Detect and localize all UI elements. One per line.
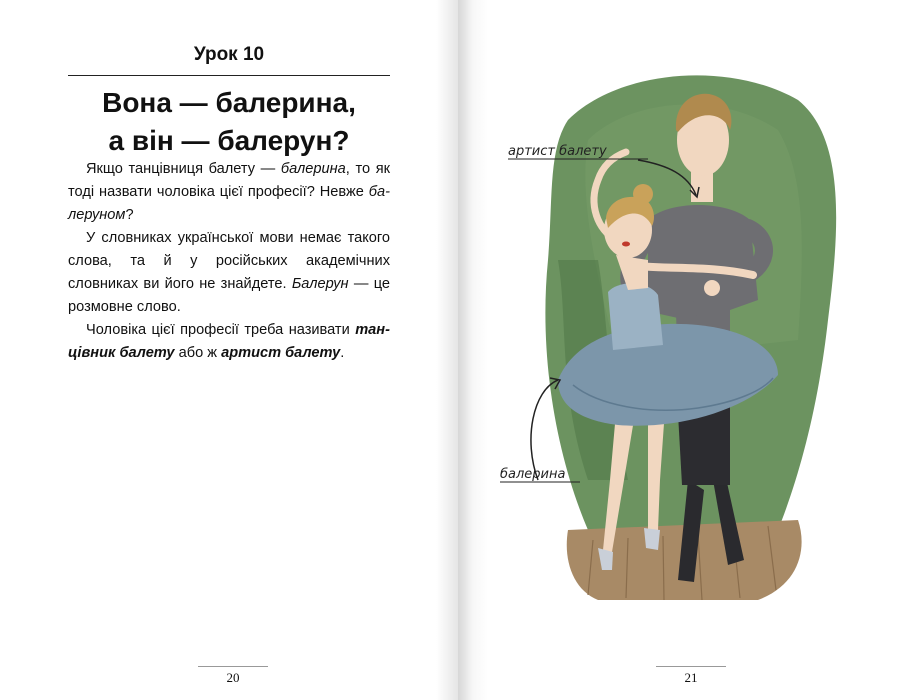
gutter-shadow [436, 0, 458, 700]
text-run: , то як тоді назвати чоловіка цієї професії? Невже [68, 161, 390, 200]
italic-term: балерина [280, 161, 346, 177]
label-ballerina: балерина [500, 467, 566, 482]
ballet-illustration [498, 60, 858, 600]
text-run: — це розмовне слово. [68, 276, 391, 315]
label-artist: артист балету [508, 144, 607, 159]
title-line-1: Вона — балерина, [102, 87, 356, 118]
paragraph-3 [68, 319, 390, 365]
page-title [68, 84, 390, 160]
heading-rule [68, 75, 390, 76]
text-run: . [340, 345, 345, 361]
text-run: Якщо танцівниця балету — [86, 161, 281, 177]
text-run: У словниках української мови немає такого слова, та й у російських академічних словниках ви його не знайдете. [68, 230, 390, 292]
page-number: 21 [684, 670, 698, 685]
gutter-shadow [458, 0, 488, 700]
italic-term: Балерун [291, 276, 349, 292]
text-run: або ж [174, 345, 222, 361]
paragraph-1 [68, 158, 390, 227]
text-run: ? [125, 207, 134, 223]
text-run: Чоловіка цієї професії треба називати [86, 322, 356, 338]
right-page [458, 0, 916, 700]
lesson-heading: Урок 10 [193, 44, 265, 65]
bold-term: танцівник балету [68, 322, 390, 361]
bold-term: артист балету [221, 345, 341, 361]
italic-term: балеруном [68, 184, 390, 223]
footer-rule [198, 666, 268, 667]
page-number: 20 [226, 670, 240, 685]
title-line-2: а він — балерун? [108, 125, 350, 156]
paragraph-2 [68, 227, 390, 319]
footer-rule [656, 666, 726, 667]
body-text [68, 158, 390, 365]
